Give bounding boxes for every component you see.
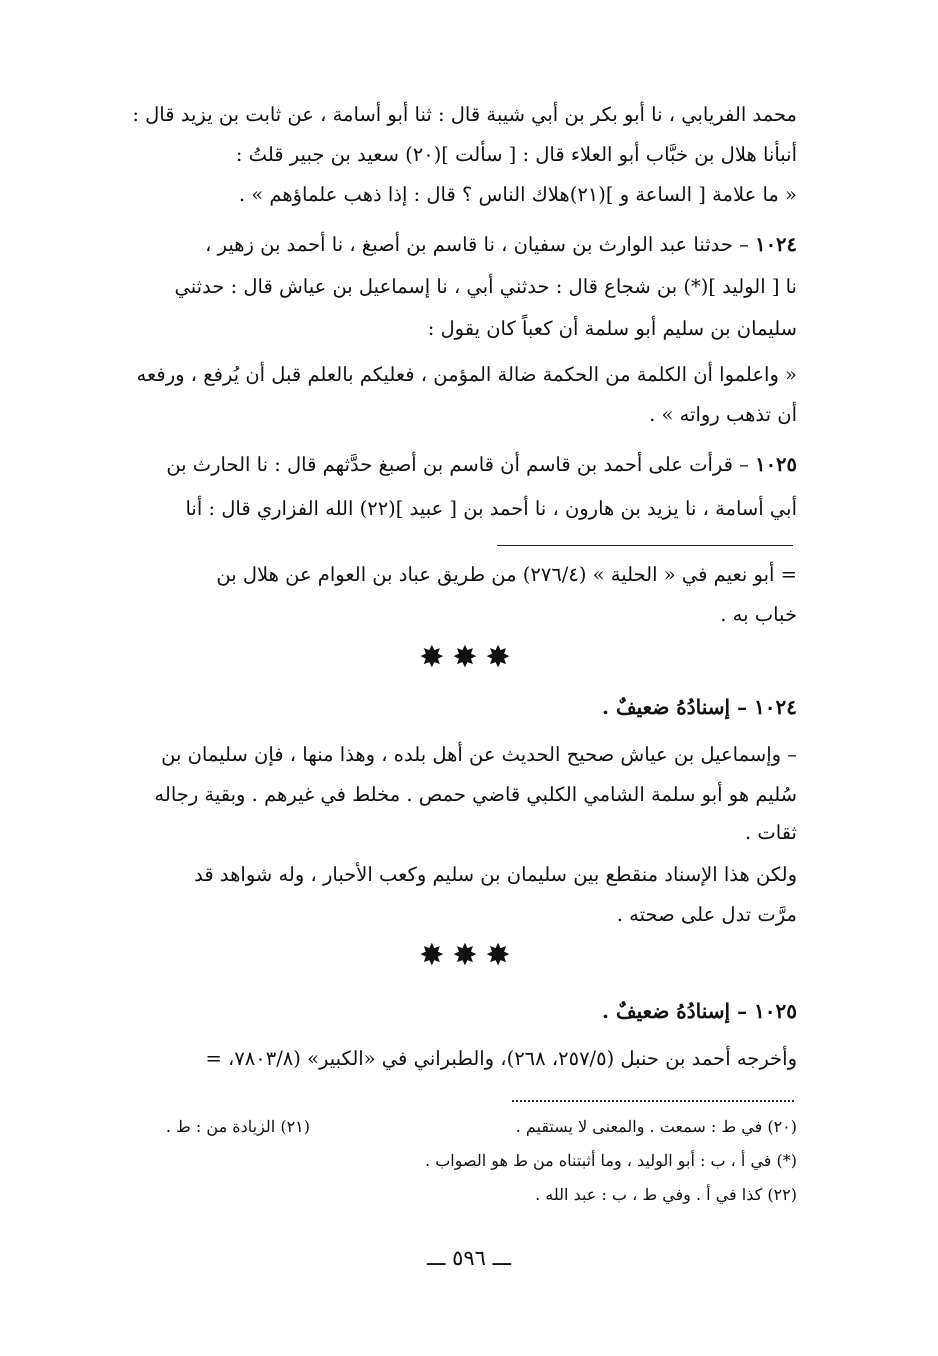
divider [497,545,793,546]
hadith-1024 [92,226,797,264]
footnote: (٢١) الزيادة من : ط . [165,1117,310,1136]
section-heading: ١٠٢٥ – إسنادُهُ ضعيفٌ . [602,999,797,1023]
footnote: (*) في أ ، ب : أبو الوليد ، وما أثبتناه من ط هو الصواب . [425,1151,797,1170]
text-line: سُليم هو أبو سلمة الشامي الكلبي قاضي حمص . مخلط في غيرهم . وبقية رجاله [154,783,797,806]
text-line: سليمان بن سليم أبو سلمة أن كعباً كان يقول : [427,317,797,340]
text-line: خباب به . [720,603,797,626]
hadith-1025 [92,446,797,484]
text-line: « ما علامة [ الساعة و ](٢١)هلاك الناس ؟ قال : إذا ذهب علماؤهم » . [238,183,797,206]
section-heading: ١٠٢٤ – إسنادُهُ ضعيفٌ . [602,695,797,719]
text-line: مرَّت تدل على صحته . [616,903,797,926]
text-line: ولكن هذا الإسناد منقطع بين سليمان بن سليم وكعب الأحبار ، وله شواهد قد [194,863,797,886]
page-number: ـــ ٥٩٦ ـــ [426,1246,512,1270]
text-line: محمد الفريابي ، نا أبو بكر بن أبي شيبة قال : ثنا أبو أسامة ، عن ثابت بن يزيد قال : [132,103,797,126]
text-line: أبي أسامة ، نا يزيد بن هارون ، نا أحمد بن [ عبيد ](٢٢) الله الفزاري قال : أنا [185,497,797,520]
footnote: (٢٢) كذا في أ . وفي ط ، ب : عبد الله . [535,1185,797,1204]
text-line: أن تذهب رواته » . [649,403,797,426]
ornament-stars: ✸✸✸ [419,640,519,675]
footnote: (٢٠) في ط : سمعت . والمعنى لا يستقيم . [515,1117,797,1136]
text-line: ثقات . [745,821,797,844]
text-line: – وإسماعيل بن عياش صحيح الحديث عن أهل بلده ، وهذا منها ، فإن سليمان بن [161,743,797,766]
hadith-number: ١٠٢٥ [755,453,797,476]
text-line: – قرأت على أحمد بن قاسم أن قاسم بن أصبغ حدَّثهم قال : نا الحارث بن [166,453,756,476]
text-line: « واعلموا أن الكلمة من الحكمة ضالة المؤمن ، فعليكم بالعلم قبل أن يُرفع ، ورفعه [136,363,797,386]
text-line: وأخرجه أحمد بن حنبل (٢٥٧/٥، ٢٦٨)، والطبراني في «الكبير» (٧٨٠٣/٨، = [205,1047,797,1070]
text-line: نا [ الوليد ](*) بن شجاع قال : حدثني أبي ، نا إسماعيل بن عياش قال : حدثني [174,275,797,298]
text-line: – حدثنا عبد الوارث بن سفيان ، نا قاسم بن أصبغ ، نا أحمد بن زهير ، [205,233,756,256]
footnote-divider [512,1100,794,1102]
text-line: أنبأنا هلال بن خبَّاب أبو العلاء قال : [ سألت ](٢٠) سعيد بن جبير قلتُ : [235,143,797,166]
hadith-number: ١٠٢٤ [755,233,797,256]
text-line: = أبو نعيم في « الحلية » (٢٧٦/٤) من طريق عباد بن العوام عن هلال بن [216,563,797,586]
ornament-stars: ✸✸✸ [419,938,519,973]
